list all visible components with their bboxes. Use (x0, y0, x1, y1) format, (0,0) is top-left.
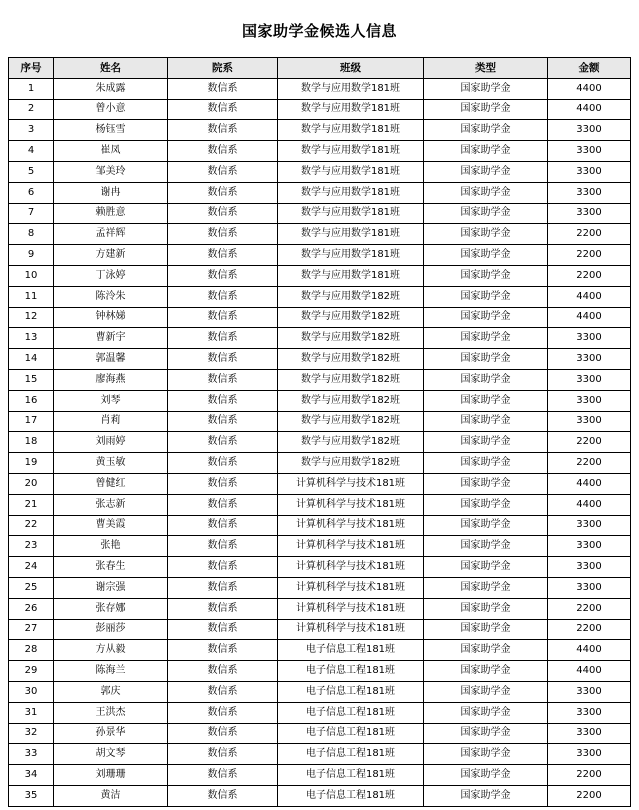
cell-class: 数学与应用数学181班 (278, 265, 424, 286)
table-row (9, 577, 631, 598)
cell-department: 数信系 (168, 473, 278, 494)
cell-type: 国家助学金 (424, 307, 548, 328)
page-title: 国家助学金候选人信息 (241, 22, 397, 40)
cell-name: 王洪杰 (54, 702, 168, 723)
cell-department: 数信系 (168, 598, 278, 619)
table-row (9, 120, 631, 141)
cell-seq: 6 (9, 182, 54, 203)
cell-name: 黄玉敏 (54, 453, 168, 474)
cell-name: 刘琴 (54, 390, 168, 411)
cell-amount: 4400 (548, 99, 631, 120)
cell-type: 国家助学金 (424, 411, 548, 432)
cell-name: 丁泳婷 (54, 265, 168, 286)
cell-name: 刘雨婷 (54, 432, 168, 453)
cell-department: 数信系 (168, 577, 278, 598)
cell-amount: 2200 (548, 224, 631, 245)
cell-name: 曹新宇 (54, 328, 168, 349)
table-body (9, 78, 631, 806)
cell-type: 国家助学金 (424, 390, 548, 411)
cell-class: 电子信息工程181班 (278, 681, 424, 702)
table-row (9, 99, 631, 120)
cell-seq: 19 (9, 453, 54, 474)
cell-seq: 4 (9, 141, 54, 162)
table-row (9, 432, 631, 453)
cell-type: 国家助学金 (424, 473, 548, 494)
cell-type: 国家助学金 (424, 640, 548, 661)
cell-amount: 3300 (548, 723, 631, 744)
cell-amount: 3300 (548, 328, 631, 349)
cell-department: 数信系 (168, 78, 278, 99)
cell-name: 曾小意 (54, 99, 168, 120)
cell-class: 数学与应用数学181班 (278, 141, 424, 162)
cell-amount: 3300 (548, 536, 631, 557)
cell-amount: 4400 (548, 286, 631, 307)
cell-class: 计算机科学与技术181班 (278, 577, 424, 598)
cell-name: 廖海燕 (54, 369, 168, 390)
cell-type: 国家助学金 (424, 785, 548, 806)
cell-department: 数信系 (168, 265, 278, 286)
cell-class: 计算机科学与技术181班 (278, 494, 424, 515)
cell-seq: 23 (9, 536, 54, 557)
cell-seq: 32 (9, 723, 54, 744)
cell-amount: 2200 (548, 432, 631, 453)
cell-name: 陈泠朱 (54, 286, 168, 307)
cell-seq: 22 (9, 515, 54, 536)
cell-department: 数信系 (168, 432, 278, 453)
cell-seq: 18 (9, 432, 54, 453)
cell-name: 肖莉 (54, 411, 168, 432)
table-row (9, 286, 631, 307)
cell-seq: 33 (9, 744, 54, 765)
cell-seq: 3 (9, 120, 54, 141)
cell-department: 数信系 (168, 369, 278, 390)
cell-type: 国家助学金 (424, 369, 548, 390)
cell-name: 陈海兰 (54, 661, 168, 682)
cell-name: 彭丽莎 (54, 619, 168, 640)
cell-name: 谢冉 (54, 182, 168, 203)
cell-type: 国家助学金 (424, 224, 548, 245)
cell-type: 国家助学金 (424, 265, 548, 286)
cell-name: 方从毅 (54, 640, 168, 661)
table-row (9, 224, 631, 245)
cell-department: 数信系 (168, 557, 278, 578)
table-row (9, 702, 631, 723)
cell-amount: 3300 (548, 349, 631, 370)
table-row (9, 328, 631, 349)
cell-seq: 29 (9, 661, 54, 682)
cell-type: 国家助学金 (424, 161, 548, 182)
table-row (9, 182, 631, 203)
cell-class: 数学与应用数学181班 (278, 182, 424, 203)
cell-department: 数信系 (168, 328, 278, 349)
cell-name: 邹美玲 (54, 161, 168, 182)
table-row (9, 598, 631, 619)
cell-type: 国家助学金 (424, 723, 548, 744)
cell-name: 赖胜意 (54, 203, 168, 224)
cell-seq: 26 (9, 598, 54, 619)
cell-amount: 2200 (548, 453, 631, 474)
cell-name: 崔凤 (54, 141, 168, 162)
cell-department: 数信系 (168, 453, 278, 474)
table-row (9, 494, 631, 515)
cell-amount: 2200 (548, 765, 631, 786)
cell-department: 数信系 (168, 99, 278, 120)
cell-type: 国家助学金 (424, 286, 548, 307)
cell-amount: 2200 (548, 785, 631, 806)
cell-amount: 3300 (548, 411, 631, 432)
cell-department: 数信系 (168, 161, 278, 182)
table-row (9, 765, 631, 786)
cell-seq: 10 (9, 265, 54, 286)
cell-class: 电子信息工程181班 (278, 723, 424, 744)
cell-class: 计算机科学与技术181班 (278, 619, 424, 640)
table-row (9, 619, 631, 640)
cell-type: 国家助学金 (424, 681, 548, 702)
cell-class: 数学与应用数学182班 (278, 307, 424, 328)
table-row (9, 473, 631, 494)
cell-amount: 2200 (548, 245, 631, 266)
cell-class: 电子信息工程181班 (278, 785, 424, 806)
table-row (9, 203, 631, 224)
cell-type: 国家助学金 (424, 744, 548, 765)
cell-seq: 30 (9, 681, 54, 702)
cell-seq: 28 (9, 640, 54, 661)
cell-department: 数信系 (168, 411, 278, 432)
cell-name: 郭庆 (54, 681, 168, 702)
table-row (9, 453, 631, 474)
cell-seq: 24 (9, 557, 54, 578)
column-header-department: 院系 (168, 58, 278, 79)
cell-seq: 14 (9, 349, 54, 370)
cell-name: 方建新 (54, 245, 168, 266)
cell-name: 张艳 (54, 536, 168, 557)
table-row (9, 557, 631, 578)
cell-seq: 21 (9, 494, 54, 515)
cell-class: 计算机科学与技术181班 (278, 598, 424, 619)
cell-amount: 3300 (548, 744, 631, 765)
cell-seq: 11 (9, 286, 54, 307)
cell-class: 数学与应用数学182班 (278, 411, 424, 432)
cell-type: 国家助学金 (424, 619, 548, 640)
cell-amount: 3300 (548, 182, 631, 203)
column-header-seq: 序号 (9, 58, 54, 79)
cell-department: 数信系 (168, 681, 278, 702)
cell-type: 国家助学金 (424, 328, 548, 349)
column-header-amount: 金额 (548, 58, 631, 79)
cell-seq: 8 (9, 224, 54, 245)
cell-seq: 7 (9, 203, 54, 224)
cell-name: 曾健红 (54, 473, 168, 494)
cell-class: 计算机科学与技术181班 (278, 536, 424, 557)
cell-amount: 3300 (548, 161, 631, 182)
cell-amount: 3300 (548, 515, 631, 536)
table-row (9, 390, 631, 411)
cell-name: 刘珊珊 (54, 765, 168, 786)
cell-class: 电子信息工程181班 (278, 744, 424, 765)
cell-department: 数信系 (168, 141, 278, 162)
table-row (9, 640, 631, 661)
cell-type: 国家助学金 (424, 577, 548, 598)
cell-name: 张存娜 (54, 598, 168, 619)
cell-type: 国家助学金 (424, 661, 548, 682)
cell-amount: 4400 (548, 661, 631, 682)
cell-seq: 25 (9, 577, 54, 598)
cell-amount: 4400 (548, 78, 631, 99)
table-row (9, 245, 631, 266)
cell-seq: 16 (9, 390, 54, 411)
cell-type: 国家助学金 (424, 349, 548, 370)
cell-seq: 34 (9, 765, 54, 786)
cell-type: 国家助学金 (424, 120, 548, 141)
cell-seq: 1 (9, 78, 54, 99)
cell-seq: 17 (9, 411, 54, 432)
column-header-type: 类型 (424, 58, 548, 79)
cell-type: 国家助学金 (424, 245, 548, 266)
cell-class: 数学与应用数学181班 (278, 99, 424, 120)
table-row (9, 141, 631, 162)
cell-name: 黄洁 (54, 785, 168, 806)
cell-name: 张春生 (54, 557, 168, 578)
cell-amount: 3300 (548, 702, 631, 723)
table-row (9, 515, 631, 536)
cell-department: 数信系 (168, 785, 278, 806)
table-row (9, 265, 631, 286)
cell-department: 数信系 (168, 640, 278, 661)
cell-department: 数信系 (168, 661, 278, 682)
cell-type: 国家助学金 (424, 536, 548, 557)
cell-name: 孙景华 (54, 723, 168, 744)
cell-seq: 31 (9, 702, 54, 723)
cell-amount: 2200 (548, 598, 631, 619)
cell-amount: 4400 (548, 307, 631, 328)
cell-name: 胡文琴 (54, 744, 168, 765)
cell-type: 国家助学金 (424, 598, 548, 619)
cell-type: 国家助学金 (424, 99, 548, 120)
cell-class: 计算机科学与技术181班 (278, 515, 424, 536)
cell-name: 谢宗强 (54, 577, 168, 598)
cell-type: 国家助学金 (424, 765, 548, 786)
cell-class: 数学与应用数学182班 (278, 390, 424, 411)
cell-name: 张志新 (54, 494, 168, 515)
cell-amount: 4400 (548, 640, 631, 661)
cell-amount: 3300 (548, 557, 631, 578)
cell-name: 郭温馨 (54, 349, 168, 370)
table-row (9, 661, 631, 682)
cell-type: 国家助学金 (424, 203, 548, 224)
cell-amount: 3300 (548, 203, 631, 224)
cell-amount: 2200 (548, 265, 631, 286)
cell-amount: 3300 (548, 120, 631, 141)
cell-seq: 35 (9, 785, 54, 806)
cell-type: 国家助学金 (424, 432, 548, 453)
table-row (9, 723, 631, 744)
table-row (9, 744, 631, 765)
table-row (9, 681, 631, 702)
cell-seq: 9 (9, 245, 54, 266)
cell-seq: 20 (9, 473, 54, 494)
cell-class: 电子信息工程181班 (278, 702, 424, 723)
cell-name: 孟祥辉 (54, 224, 168, 245)
cell-type: 国家助学金 (424, 557, 548, 578)
cell-class: 数学与应用数学181班 (278, 245, 424, 266)
cell-department: 数信系 (168, 765, 278, 786)
header-row (9, 58, 631, 79)
cell-amount: 3300 (548, 369, 631, 390)
cell-name: 钟林娣 (54, 307, 168, 328)
cell-class: 电子信息工程181班 (278, 765, 424, 786)
cell-department: 数信系 (168, 349, 278, 370)
cell-amount: 3300 (548, 390, 631, 411)
cell-amount: 3300 (548, 141, 631, 162)
cell-department: 数信系 (168, 744, 278, 765)
cell-department: 数信系 (168, 619, 278, 640)
cell-type: 国家助学金 (424, 702, 548, 723)
table-row (9, 78, 631, 99)
column-header-class: 班级 (278, 58, 424, 79)
cell-department: 数信系 (168, 120, 278, 141)
cell-class: 计算机科学与技术181班 (278, 557, 424, 578)
cell-department: 数信系 (168, 224, 278, 245)
cell-seq: 5 (9, 161, 54, 182)
cell-department: 数信系 (168, 494, 278, 515)
table-row (9, 349, 631, 370)
cell-seq: 27 (9, 619, 54, 640)
cell-class: 数学与应用数学182班 (278, 369, 424, 390)
cell-department: 数信系 (168, 286, 278, 307)
cell-class: 数学与应用数学181班 (278, 161, 424, 182)
cell-type: 国家助学金 (424, 515, 548, 536)
cell-seq: 15 (9, 369, 54, 390)
cell-class: 数学与应用数学182班 (278, 349, 424, 370)
table-row (9, 307, 631, 328)
table-row (9, 369, 631, 390)
cell-seq: 12 (9, 307, 54, 328)
cell-department: 数信系 (168, 723, 278, 744)
table-row (9, 411, 631, 432)
cell-department: 数信系 (168, 182, 278, 203)
cell-class: 数学与应用数学182班 (278, 453, 424, 474)
cell-department: 数信系 (168, 702, 278, 723)
cell-class: 电子信息工程181班 (278, 640, 424, 661)
table-row (9, 785, 631, 806)
cell-name: 曹美霞 (54, 515, 168, 536)
cell-department: 数信系 (168, 515, 278, 536)
cell-department: 数信系 (168, 390, 278, 411)
table-row (9, 161, 631, 182)
cell-class: 电子信息工程181班 (278, 661, 424, 682)
cell-department: 数信系 (168, 536, 278, 557)
cell-class: 数学与应用数学181班 (278, 224, 424, 245)
cell-class: 数学与应用数学182班 (278, 286, 424, 307)
cell-amount: 2200 (548, 619, 631, 640)
cell-seq: 2 (9, 99, 54, 120)
cell-amount: 3300 (548, 681, 631, 702)
cell-type: 国家助学金 (424, 78, 548, 99)
cell-class: 数学与应用数学182班 (278, 328, 424, 349)
cell-type: 国家助学金 (424, 141, 548, 162)
cell-department: 数信系 (168, 203, 278, 224)
cell-type: 国家助学金 (424, 453, 548, 474)
cell-amount: 3300 (548, 577, 631, 598)
cell-class: 数学与应用数学182班 (278, 432, 424, 453)
cell-department: 数信系 (168, 245, 278, 266)
cell-name: 朱成露 (54, 78, 168, 99)
cell-name: 杨钰雪 (54, 120, 168, 141)
table-row (9, 536, 631, 557)
cell-class: 计算机科学与技术181班 (278, 473, 424, 494)
cell-type: 国家助学金 (424, 182, 548, 203)
cell-seq: 13 (9, 328, 54, 349)
cell-type: 国家助学金 (424, 494, 548, 515)
cell-amount: 4400 (548, 494, 631, 515)
cell-amount: 4400 (548, 473, 631, 494)
cell-class: 数学与应用数学181班 (278, 120, 424, 141)
cell-department: 数信系 (168, 307, 278, 328)
candidate-table (8, 57, 631, 807)
cell-class: 数学与应用数学181班 (278, 203, 424, 224)
column-header-name: 姓名 (54, 58, 168, 79)
cell-class: 数学与应用数学181班 (278, 78, 424, 99)
